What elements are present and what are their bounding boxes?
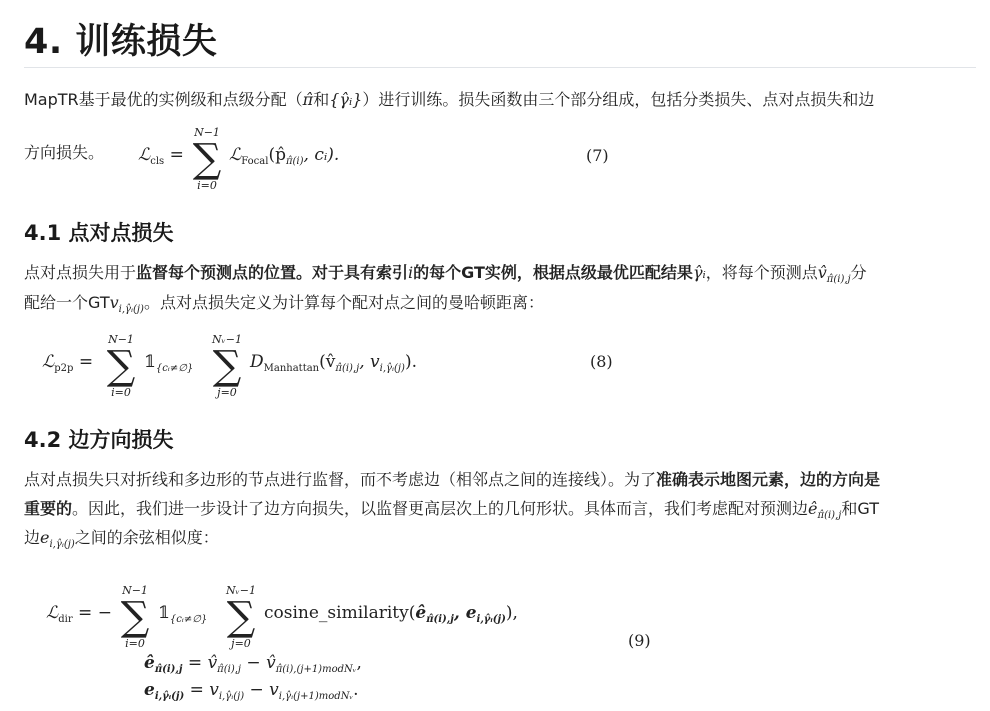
eq8-lhs: ℒ$_{p2p}$ = <box>42 352 94 374</box>
eq8-indicator: $𝟙_{\{cᵢ\ne\emptyset\}}$ <box>144 352 194 374</box>
eq9-row-2: $ê_{\pî(i),j}$ = $v̂_{\pî(i),j}$ − $v̂_{\pî(i),(j+1)modNᵥ}$, <box>144 653 362 675</box>
section-4-2-line-1: 点对点损失只对折线和多边形的节点进行监督，而不考虑边（相邻点之间的连接线）。为了准确表示地图元素，边的方向是 <box>24 470 881 489</box>
intro-line-1 <box>24 85 874 115</box>
section-4-1-title: 4.1 点对点损失 <box>24 221 174 245</box>
eq9-sum-1: N−1 ∑ i=0 <box>120 584 150 650</box>
eq8-sum-1: N−1 ∑ i=0 <box>106 333 136 399</box>
eq7-body: $ℒ_{Focal}(p̂_{\pî(i)}$, cᵢ). <box>229 145 340 167</box>
eq9-row-3: $e_{i,\gammâᵢ(j)} = v_{i,\gammâᵢ(j)} - v_{i,\gammâᵢ(j+1)modNᵥ}$. <box>144 680 359 702</box>
section-4-2-title: 4.2 边方向损失 <box>24 428 174 452</box>
intro-text-suffix: ）进行训练。损失函数由三个部分组成，包括分类损失、点对点损失和边 <box>362 90 875 109</box>
section-4-2-line-3: 边$e_{i,\gammâᵢ(j)}$之间的余弦相似度： <box>24 528 219 550</box>
eq9-number: (9) <box>628 631 651 650</box>
eq8-body: $D_{Manhattan}(v̂_{\pî(i),j}$, $v_{i,\gammâᵢ(j)}$). <box>250 352 417 374</box>
eq9-lhs: ℒ$_{dir}$ = − <box>46 603 112 625</box>
intro-text: MapTR基于最优的实例级和点级分配（ <box>24 90 303 109</box>
section-4-1-line-2: 配给一个GTv$_{i,\gammâᵢ(j)}$。点对点损失定义为计算每个配对点之间的曼哈顿距离： <box>24 293 544 315</box>
eq8-number: (8) <box>590 352 613 371</box>
eq9-indicator: $𝟙_{\{cᵢ\ne\emptyset\}}$ <box>158 603 208 625</box>
section-4-2-line-2: 重要的。因此，我们进一步设计了边方向损失，以监督更高层次上的几何形状。具体而言，我们考虑配对预测边$ê_{\pî(i),j}$和GT <box>24 499 879 521</box>
title-divider <box>24 67 976 68</box>
eq8-sum-2: Nᵥ−1 ∑ j=0 <box>212 333 242 399</box>
pi-hat-symbol: π̂ <box>302 90 314 109</box>
eq7-sum: N−1 ∑ i=0 <box>192 126 222 192</box>
eq7-lhs: ℒ$_{cls}$ = <box>138 145 184 167</box>
eq9-sum-2: Nᵥ−1 ∑ j=0 <box>226 584 256 650</box>
eq9-body: $cosine\_similarity(ê_{\pî(i),j}$, $e_{i,\gammâᵢ(j)}$), <box>264 603 518 625</box>
eq7-number: (7) <box>586 146 609 165</box>
intro-line-2: 方向损失。 <box>24 143 105 162</box>
page-title: 4. 训练损失 <box>24 22 218 62</box>
intro-and: 和 <box>313 90 330 109</box>
section-4-1-line-1: 点对点损失用于监督每个预测点的位置。对于具有索引i的每个GT实例，根据点级最优匹配结果γ̂ᵢ，将每个预测点$v̂_{\pî(i),j}$分 <box>24 263 867 285</box>
gamma-set-symbol: {γ̂ᵢ} <box>329 90 363 109</box>
